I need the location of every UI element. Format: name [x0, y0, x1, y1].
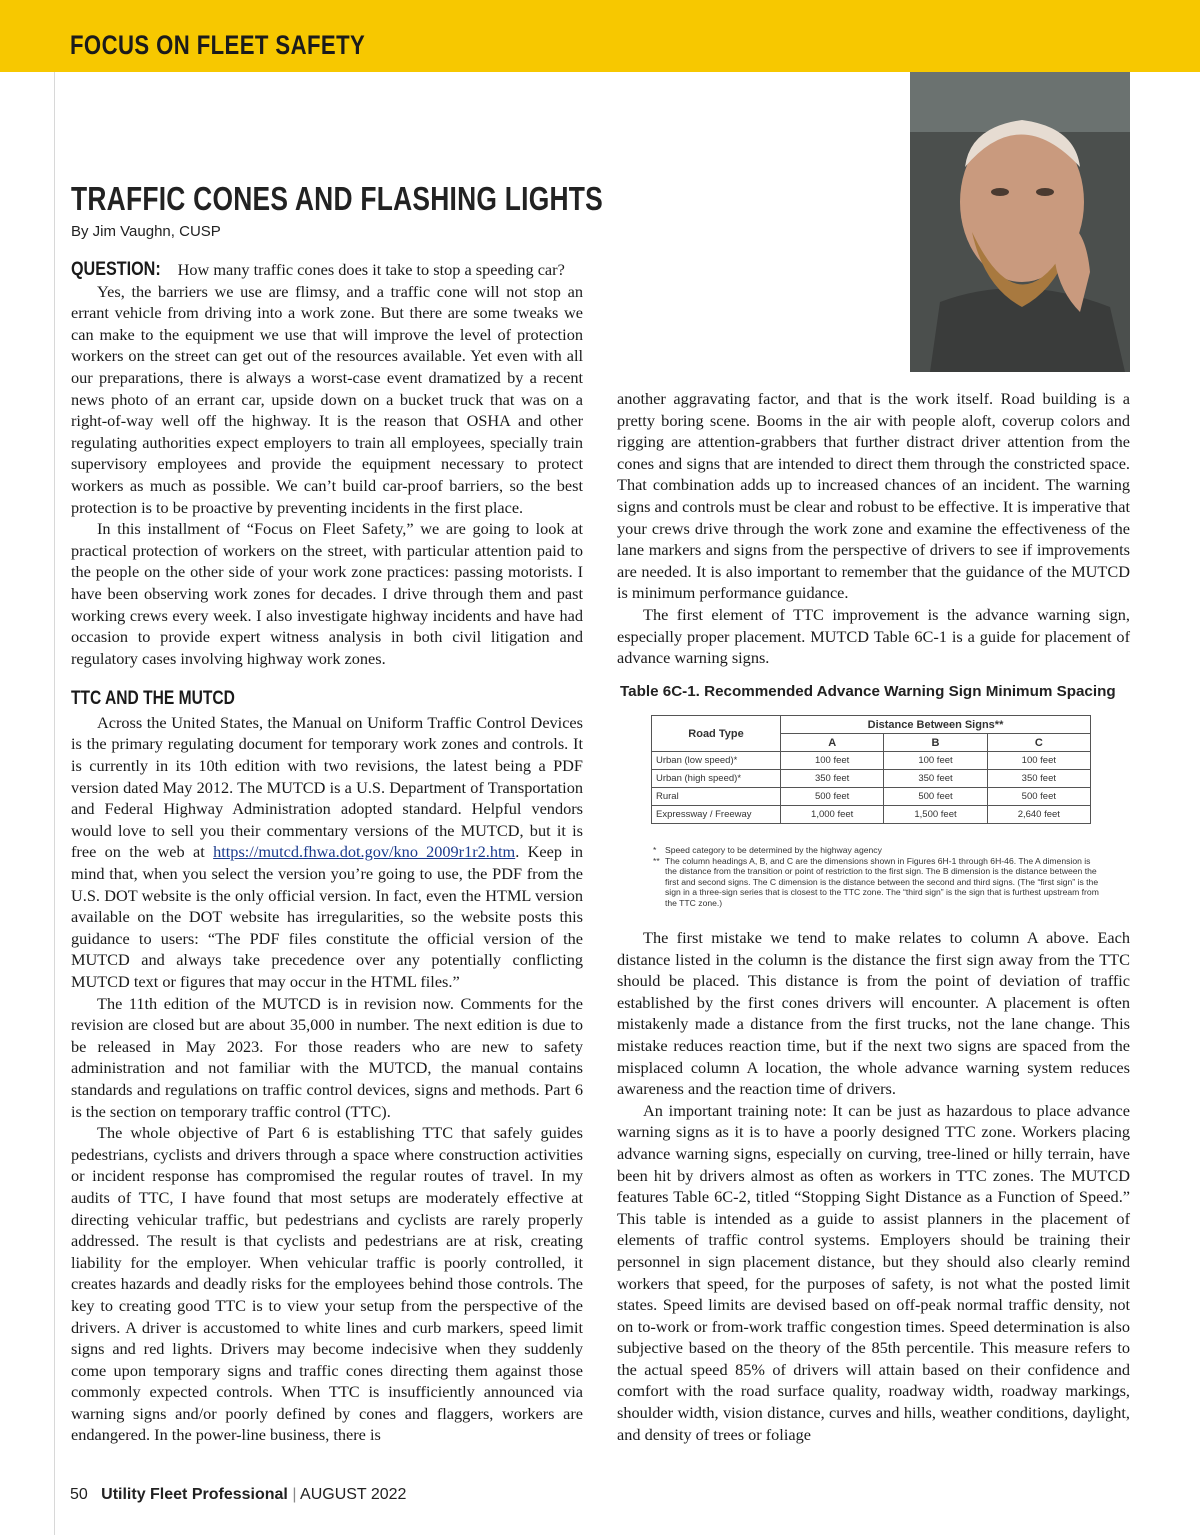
- distance-cell: 350 feet: [781, 770, 884, 788]
- distance-cell: 1,500 feet: [884, 806, 987, 824]
- road-type-cell: Urban (high speed)*: [652, 770, 781, 788]
- distance-cell: 500 feet: [884, 788, 987, 806]
- question-text: How many traffic cones does it take to stop a speeding car?: [177, 260, 565, 279]
- author-photo: [910, 72, 1130, 372]
- question-label: QUESTION:: [71, 259, 161, 280]
- mutcd-link[interactable]: https://mutcd.fhwa.dot.gov/kno_2009r1r2.htm: [213, 842, 516, 862]
- page-number: 50: [70, 1486, 88, 1503]
- distance-cell: 100 feet: [781, 752, 884, 770]
- table-row: [652, 752, 1091, 770]
- sign-spacing-table: [651, 715, 1091, 824]
- note-text: Speed category to be determined by the highway agency: [665, 845, 882, 855]
- column-c-header: C: [987, 734, 1090, 752]
- mutcd-text-before-link: Across the United States, the Manual on Uniform Traffic Control Devices is the primary regulating document for temporary work zones and controls. It is currently in its 10th edition with two revisions, the latest being a PDF version dated May 2012. The MUTCD is a U.S. Department of Transportation and Federal Highway Administration adopted standard. Helpful vendors would love to sell you their commentary versions of the MUTCD, but it is free on the web at: [71, 712, 583, 862]
- body-paragraph: [71, 712, 583, 993]
- issue-date: AUGUST 2022: [300, 1486, 407, 1503]
- distance-cell: 350 feet: [987, 770, 1090, 788]
- note-text: The column headings A, B, and C are the dimensions shown in Figures 6H-1 through 6H-46. The A dimension is the distance from the transition or point of restriction to the first sign. The B dimension is the distance between the first and second signs. The C dimension is the distance between the second and third signs. (The “first sign” is the sign in a three-sign series that is closest to the TTC zone. The “third sign” is the sign that is furthest upstream from the TTC zone.): [665, 855, 1099, 908]
- page-footer: [70, 1486, 406, 1504]
- body-paragraph: An important training note: It can be just as hazardous to place advance warning signs as it is to have a poorly designed TTC zone. Workers placing advance warning signs, especially on curving, tree-lined or hilly terrain, have been hit by drivers almost as often as workers in TTC zones. The MUTCD features Table 6C-2, titled “Stopping Sight Distance as a Function of Speed.” This table is intended as a guide to assist planners in the placement of elements of traffic control systems. Employers should be training their personnel in sign placement distance, but they should also clearly remind workers that speed, for the purposes of safety, is not what the posted limit states. Speed limits are devised based on off-peak normal traffic density, not on to-work or from-work traffic congestion times. Speed determination is also subjective based on the theory of the 85th percentile. This measure refers to the actual speed 85% of drivers will attain based on their confidence and comfort with the road surface quality, roadway width, roadway markings, shoulder width, vision distance, curves and hills, weather conditions, daylight, and density of trees or foliage: [617, 1100, 1130, 1444]
- table-note: [653, 856, 1103, 909]
- body-paragraph: The 11th edition of the MUTCD is in revision now. Comments for the revision are closed but are about 35,000 in number. The next edition is due to be released in May 2023. For those readers who are new to safety administration and not familiar with the MUTCD, the manual contains standards and regulations on traffic control devices, signs and methods. Part 6 is the section on temporary traffic control (TTC).: [71, 993, 583, 1121]
- distance-cell: 500 feet: [987, 788, 1090, 806]
- section-title: FOCUS ON FLEET SAFETY: [70, 30, 366, 60]
- column-a-header: A: [781, 734, 884, 752]
- note-marker: *: [653, 845, 657, 855]
- body-paragraph: In this installment of “Focus on Fleet Safety,” we are going to look at practical protection of workers on the street, with particular attention paid to the people on the other side of your work zone practices: passing motorists. I have been observing work zones for decades. I drive through them and past working crews every week. I also investigate highway incidents and have had occasion to provide expert witness analysis in both civil litigation and regulatory cases involving highway work zones.: [71, 519, 583, 668]
- byline: By Jim Vaughn, CUSP: [71, 223, 221, 240]
- distance-cell: 100 feet: [987, 752, 1090, 770]
- question-paragraph: [71, 259, 583, 281]
- body-paragraph: The first element of TTC improvement is the advance warning sign, especially proper placement. MUTCD Table 6C-1 is a guide for placement of advance warning signs.: [617, 604, 1130, 668]
- right-column-bottom: [617, 927, 1130, 1445]
- column-b-header: B: [884, 734, 987, 752]
- table-title: Table 6C-1. Recommended Advance Warning Sign Minimum Spacing: [620, 683, 1116, 700]
- right-column-top: [617, 388, 1130, 669]
- road-type-cell: Expressway / Freeway: [652, 806, 781, 824]
- distance-cell: 2,640 feet: [987, 806, 1090, 824]
- distance-cell: 1,000 feet: [781, 806, 884, 824]
- left-column: [71, 259, 583, 1446]
- body-paragraph: Yes, the barriers we use are flimsy, and a traffic cone will not stop an errant vehicle from driving into a work zone. But there are some tweaks we can make to the equipment we use that will improve the level of protection workers on the street can get out of the resources available. Yet even with all our preparations, there is always a worst-case event dramatized by a recent news photo of an errant car, upside down on a bucket truck that was on a right-of-way well off the highway. It is the reason that OSHA and other regulating authorities expect employers to train all employees, specially train supervisory employees and provide the equipment necessary to protect workers as much as possible. We can’t build car-proof barriers, so the best protection is to be proactive by preventing incidents in the first place.: [71, 281, 583, 517]
- table-row: [652, 788, 1091, 806]
- distance-cell: 500 feet: [781, 788, 884, 806]
- body-paragraph: another aggravating factor, and that is the work itself. Road building is a pretty boring scene. Booms in the air with people aloft, coverup colors and rigging are attention-grabbers that further distract driver attention from the cones and signs that are intended to direct them through the constricted space. That combination adds up to increased chances of an incident. The warning signs and controls must be clear and robust to be effective. It is imperative that your crews drive through the work zone and examine the effectiveness of the lane markers and signs from the perspective of drivers to see if improvements are needed. It is also important to remember that the guidance of the MUTCD is minimum performance guidance.: [617, 389, 1130, 603]
- road-type-header: Road Type: [652, 716, 781, 752]
- table-note: [653, 845, 1103, 856]
- author-portrait-image: [910, 72, 1130, 372]
- table-header-row: [652, 716, 1091, 734]
- mutcd-text-after-link: . Keep in mind that, when you select the version you’re going to use, the PDF from the U.S. DOT website is the only official version. In fact, even the HTML version available on the DOT website has irregularities, so the website posts this guidance to users: “The PDF files constitute the official version of the MUTCD and always take precedence over any potentially conflicting MUTCD text or figures that may occur in the HTML files.”: [71, 842, 583, 991]
- table-row: [652, 806, 1091, 824]
- magazine-name: Utility Fleet Professional: [101, 1486, 288, 1503]
- header-banner: [0, 0, 1200, 72]
- section-subhead: TTC AND THE MUTCD: [71, 688, 235, 710]
- distance-cell: 100 feet: [884, 752, 987, 770]
- margin-rule: [54, 72, 55, 1535]
- road-type-cell: Rural: [652, 788, 781, 806]
- road-type-cell: Urban (low speed)*: [652, 752, 781, 770]
- body-paragraph: The whole objective of Part 6 is establishing TTC that safely guides pedestrians, cyclists and drivers through a space where construction activities or incident response has compromised the regular routes of travel. In my audits of TTC, I have found that most setups are moderately effective at directing vehicular traffic, but pedestrians and cyclists are rarely properly addressed. The result is that cyclists and pedestrians are at risk, creating liability for the employer. When vehicular traffic is poorly controlled, it creates hazards and deadly risks for the employees behind those controls. The key to creating good TTC is to view your setup from the perspective of the drivers. A driver is accustomed to white lines and curb markers, speed limit signs and red lights. Drivers may become indecisive when they suddenly come upon temporary signs and traffic cones directing them against those commonly expected controls. When TTC is insufficiently announced via warning signs and/or poorly defined by cones and flaggers, workers are endangered. In the power-line business, there is: [71, 1123, 583, 1445]
- table-row: [652, 770, 1091, 788]
- note-marker: **: [653, 855, 660, 866]
- distance-cell: 350 feet: [884, 770, 987, 788]
- body-paragraph: The first mistake we tend to make relates to column A above. Each distance listed in the column is the distance the first sign away from the TTC should be placed. This distance is from the point of deviation of traffic established by the first cones drivers will encounter. A placement is often mistakenly made a distance from the first trucks, not the lane change. This mistake reduces reaction time, but if the next two signs are spaced from the misplaced column A location, the whole advance warning system reduces awareness and the reaction time of drivers.: [617, 928, 1130, 1099]
- distance-header: Distance Between Signs**: [781, 716, 1091, 734]
- footer-separator: |: [292, 1486, 297, 1503]
- table-notes: [653, 845, 1103, 908]
- article-title: TRAFFIC CONES AND FLASHING LIGHTS: [71, 180, 603, 217]
